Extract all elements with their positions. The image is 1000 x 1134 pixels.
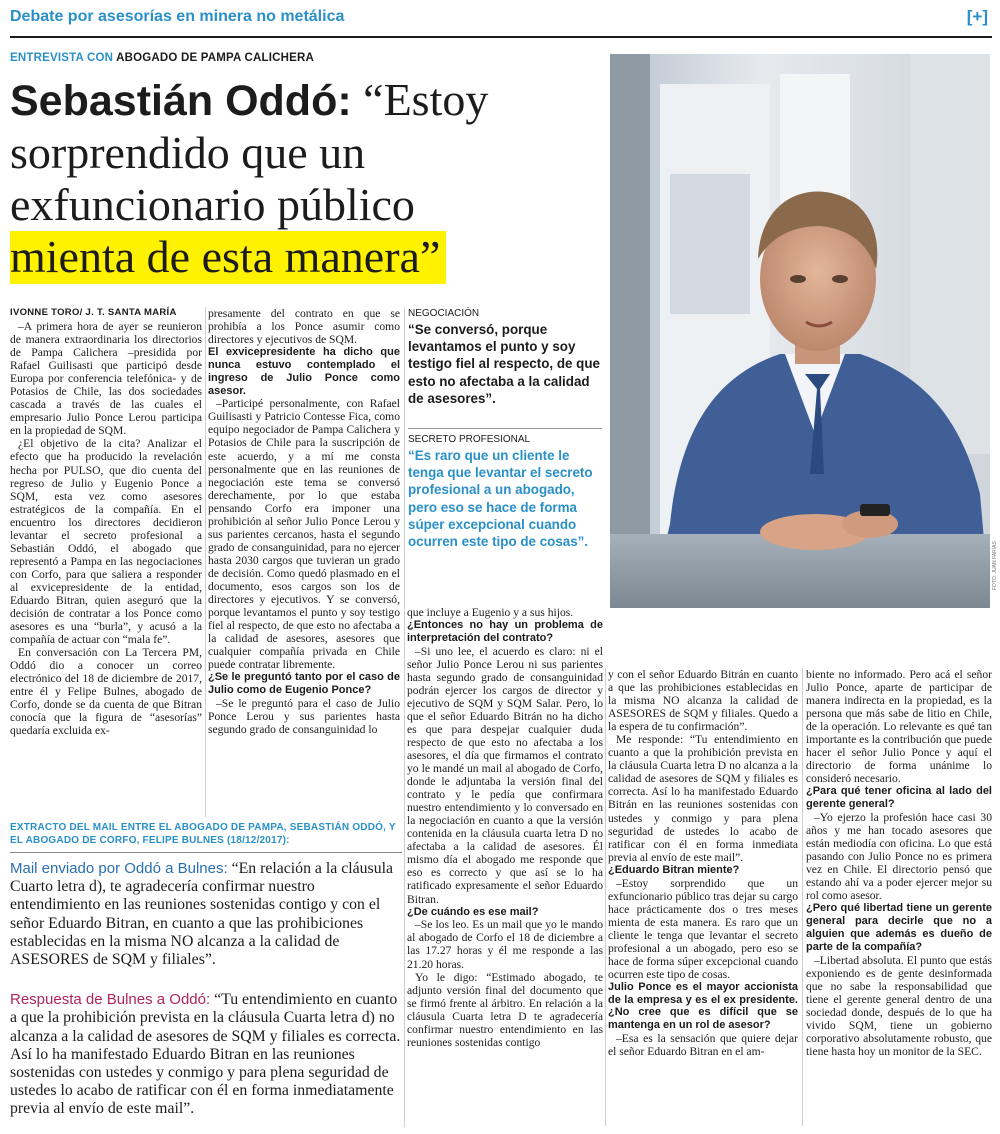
interview-question: El exvicepresidente ha dicho que nunca estuvo contemplado el ingreso de Julio Ponce como asesor. (208, 346, 400, 397)
paragraph: ¿El objetivo de la cita? Analizar el efecto que ha producido la revelación hecha por PULSO, que dio cuenta del regreso de Julio y Eugenio Ponce a SQM, esta vez como asesores estratégicos de la compañía. En el encuentro los directores decidieron levantar el secreto profesional a Sebastián Oddó, el abogado que representó a Pampa en las negociaciones con Corfo, para que saliera a responder al exvicepresidente de la entidad, Eduardo Bitran, quien aseguró que la decisión de contratar a los Ponce como asesores es una “burla”, y acusó a la compañía de actuar con “mala fe”. (10, 437, 202, 647)
paragraph: –Si uno lee, el acuerdo es claro: ni el señor Julio Ponce Lerou ni sus parientes hasta segundo grado de consanguinidad podrán ejercer los cargos de director y ejecutivo de SQM y SQM Salar. Pero, lo que el señor Eduardo Bitrán no ha dicho es que para despejar cualquier duda respecto de que esto no afectaba a los asesores, el día que firmamos el contrato yo le mandé un mail al abogado de Corfo, donde le adjuntaba la versión final del contrato y le pedía que confirmara nuestro entendimiento y lo conversado en la negociación en cuanto a que la versión contenida en la cláusula cuarta letra D no afectaba a la calidad de asesores. Él mismo día el abogado me responde que eso es correcto y que así se lo ha ratificado expresamente el señor Eduardo Bitran. (407, 644, 603, 906)
pull-quote-divider (408, 428, 602, 429)
section-title: Debate por asesorías en minera no metálica (10, 8, 345, 25)
interview-question: ¿Para qué tener oficina al lado del gerente general? (806, 785, 992, 811)
interview-question: ¿De cuándo es ese mail? (407, 905, 539, 918)
paragraph-continued: que incluye a Eugenio y a sus hijos. (407, 606, 574, 619)
article-column-4 (608, 668, 798, 1126)
paragraph-continued: biente no informado. Pero acá el señor Julio Ponce, aparte de participar de manera indirecta en la propiedad, es la persona que más sabe de litio en Chile, de la operación. Lo relevante es qué tan importante es la contribución que puede hacer el señor Julio Ponce y aquí el directorio de forma unánime lo consideró necesario. (806, 668, 992, 786)
headline-line-3: exfuncionario público (10, 179, 415, 230)
interview-photo (610, 54, 990, 608)
paragraph-continued: y con el señor Eduardo Bitrán en cuanto a que las prohibiciones establecidas en la misma NO alcanza la calidad de ASESORES de SQM y filiales. Quedo a la espera de tu confirmación”. (608, 668, 798, 734)
article-column-3 (407, 606, 603, 1126)
interview-question: Julio Ponce es el mayor accionista de la empresa y es el ex presidente. ¿No cree que es difícil que se mantenga en un rol de asesor? (608, 980, 798, 1032)
email-extract (10, 822, 402, 1119)
mail2-text: “Tu entendimiento en cuanto a que la prohibición prevista en la cláusula Cuarta letra d) no alcanza a la calidad de asesores de SQM y filiales es correcta. Así lo ha manifestado Eduardo Bitran en las reuniones sostenidas con ustedes y conmigo y para plena seguridad de ustedes lo acabo de ratificar con él en forma inmediatamente previa al envío de este mail”. (10, 991, 401, 1118)
headline-name: Sebastián Oddó: (10, 77, 352, 125)
plus-badge: [+] (966, 7, 988, 26)
mail1-label: Mail enviado por Oddó a Bulnes: (10, 860, 228, 877)
pull-quote-negociacion (408, 308, 603, 407)
pull-quote-secreto (408, 434, 603, 550)
column-divider (205, 307, 206, 817)
portrait-illustration (610, 54, 990, 608)
paragraph: –A primera hora de ayer se reunieron de manera extraordinaria los directorios de Pampa Calichera –presidida por Rafael Guilisasti que participó desde Europa por conferencia telefónica- y de Potasios de Chile, las dos sociedades cascada a través de las cuales el empresario Julio Ponce Lerou participa en la propiedad de SQM. (10, 320, 202, 438)
kicker-subject: ABOGADO DE PAMPA CALICHERA (116, 52, 315, 64)
paragraph: –Se le preguntó para el caso de Julio Ponce Lerou y sus parientes hasta segundo grado de consanguinidad lo (208, 696, 400, 736)
paragraph: –Esa es la sensación que quiere dejar el señor Eduardo Bitran en el am- (608, 1032, 798, 1059)
mail2-label: Respuesta de Bulnes a Oddó: (10, 991, 211, 1009)
headline-line-2: sorprendido que un (10, 127, 366, 178)
headline (10, 74, 600, 283)
article-column-1 (10, 320, 202, 817)
pull-quote-label: NEGOCIACIÓN (408, 308, 480, 319)
mail-bulnes-to-oddo (10, 991, 402, 1118)
article-column-5 (806, 668, 992, 1126)
paragraph: En conversación con La Tercera PM, Oddó dio a conocer un correo electrónico del 18 de diciembre de 2017, entre él y Felipe Bulnes, abogado de Corfo, donde se da cuenta de que Bitran conocía que la figura de “asesorías” quedaría excluida ex- (10, 646, 202, 738)
interview-question: ¿Se le preguntó tanto por el caso de Julio como de Eugenio Ponce? (208, 671, 400, 697)
paragraph: –Yo ejerzo la profesión hace casi 30 años y me han tocado asesores que están mediodía con oficina. Lo que está pasando con Julio Ponce no es primera vez en Chile. El directorio pensó que estando ahí va a poder ejercer mejor su rol como asesor. (806, 811, 992, 903)
kicker-label: ENTREVISTA CON (10, 52, 114, 64)
paragraph: –Estoy sorprendido que un exfuncionario público tras dejar su cargo hace prácticamente dos o tres meses mienta de esta manera. Es raro que un cliente le tenga que levantar el secreto profesional a un abogado, pero eso se hace de forma súper excepcional cuando ocurren este tipo de cosas. (608, 876, 798, 981)
headline-highlight: mienta de esta manera” (10, 231, 446, 284)
column-divider (404, 307, 405, 1127)
extract-heading: EXTRACTO DEL MAIL ENTRE EL ABOGADO DE PAMPA, SEBASTIÁN ODDÓ, Y EL ABOGADO DE CORFO, FELIPE BULNES (18/12/2017): (10, 822, 396, 846)
article-column-2 (208, 307, 400, 817)
paragraph: –Libertad absoluta. El punto que estás exponiendo es de gente desinformada que no sabe la responsabilidad que tiene el gerente general dentro de una sociedad donde, después de lo que ha vivido SQM, tiene un gobierno corporativo absolutamente robusto, que tiene hasta hoy un monitor de la SEC. (806, 953, 992, 1058)
mail1-text: “En relación a la cláusula Cuarto letra d), te agradecería confirmar nuestro entendimiento en las reuniones sostenidas contigo y con el señor Eduardo Bitran, en cuanto a que las prohibiciones establecidas en la misma NO alcanza a la calidad de ASESORES de SQM y filiales”. (10, 860, 393, 969)
paragraph: Yo le digo: “Estimado abogado, te adjunto versión final del documento que se firmó frente al árbitro. En relación a la cláusula Cuarta letra D te agradecería confirmar nuestro entendimiento en las reuniones sostenidas contigo (407, 970, 603, 1049)
paragraph: –Participé personalmente, con Rafael Guilisasti y Patricio Contesse Fica, como equipo negociador de Pampa Calichera y Potasios de Chile para la suscripción de este acuerdo, y a mí me consta personalmente que en las reuniones de negociación este tema se conversó derechamente, por lo que estaba pensando Corfo era imponer una prohibición al señor Julio Ponce Lerou y sus parientes cercanos, hasta el segundo grado de consanguinidad, para no ejercer hasta 2030 cargos que tuvieran un grado de decisión. Como quedó plasmado en el documento, esos cargos son los de directores y ejecutivos. Y se conversó, porque levantamos el punto y soy testigo fiel al respecto, de que esto no afectaba a la calidad de asesores, asesores que cualquier compañía privada en Chile puede contratar libremente. (208, 397, 400, 672)
paragraph: –Se los leo. Es un mail que yo le mando al abogado de Corfo el 18 de diciembre a las 17.27 horas y él me responde a las 21.20 horas. (407, 918, 603, 971)
interview-question: ¿Pero qué libertad tiene un gerente general para decirle que no a alguien que además es dueño de parte de la compañía? (806, 902, 992, 953)
pull-quote-text: “Se conversó, porque levantamos el punto y soy testigo fiel al respecto, de que esto no afectaba a la calidad de asesores”. (408, 322, 600, 406)
pull-quote-text: “Es raro que un cliente le tenga que levantar el secreto profesional a un abogado, pero eso se hace de forma súper excepcional cuando ocurren este tipo de cosas”. (408, 448, 593, 550)
interview-question: ¿Eduardo Bitran miente? (608, 863, 740, 876)
byline: IVONNE TORO/ J. T. SANTA MARÍA (10, 307, 177, 318)
column-divider (802, 668, 803, 1126)
headline-line-4 (10, 231, 600, 283)
paragraph-continued: presamente del contrato en que se prohibía a los Ponce asumir como directores y ejecutivos de SQM. (208, 307, 400, 347)
header-rule (10, 36, 992, 38)
interview-question: ¿Entonces no hay un problema de interpretación del contrato? (407, 619, 603, 644)
paragraph: Me responde: “Tu entendimiento en cuanto a que la prohibición prevista en la cláusula Cuarta letra D no alcanza a la calidad de asesores de SQM y filiales es correcta. Así lo ha manifestado Eduardo Bitrán en las reuniones sostenidas con ustedes y conmigo y para plena seguridad de ustedes lo acabo de ratificar con él en forma inmediata previa al envío de este mail”. (608, 733, 798, 864)
photo-credit: FOTO: JUAN FARÍAS (992, 541, 998, 590)
extract-rule (10, 852, 402, 853)
mail-oddo-to-bulnes (10, 860, 402, 969)
headline-line1-text: “Estoy (363, 74, 489, 125)
headline-line-1 (10, 74, 600, 127)
column-divider (605, 668, 606, 1126)
kicker (10, 52, 314, 64)
section-header (0, 0, 1000, 38)
pull-quote-label: SECRETO PROFESIONAL (408, 434, 531, 445)
